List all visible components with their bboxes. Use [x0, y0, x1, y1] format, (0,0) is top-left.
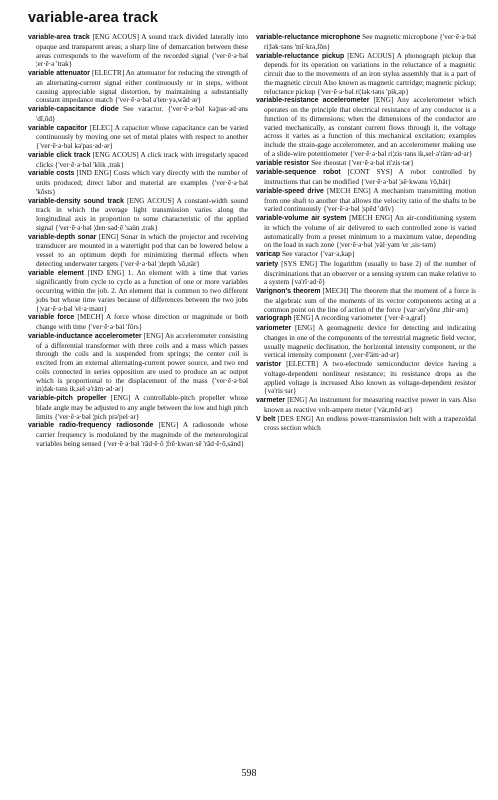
dictionary-entry	[256, 250, 476, 260]
entry-headword: variable-inductance accelerometer	[28, 332, 142, 340]
dictionary-entry	[28, 105, 248, 124]
dictionary-entry	[256, 33, 476, 52]
page-number: 598	[241, 768, 257, 779]
dictionary-entry	[28, 332, 248, 394]
entry-headword: variable-reluctance pickup	[256, 52, 345, 60]
entry-headword: variable resistor	[256, 159, 310, 167]
entry-headword: variable-resistance accelerometer	[256, 97, 370, 105]
entry-definition: [ENG ACOUS] A sound track divided laterally into opaque and transparent areas; a sharp line of demarcation between these areas corresponds to the waveform of the recorded signal {'ver·ē·ə·bəl ¦er·ē·ə 'trak}	[36, 33, 248, 69]
entry-definition: [ENG] An accelerometer consisting of a differential transformer with three coils and a mass which passes through the coils and is suspended from springs; the center coil is excited from an external alternating-current power source, and two end coils connected in series opposition are used to produce an ac output which is proportional to the displacement of the mass {'ver·ē·ə·bəl in¦dək·təns ik,sel·ə'räm·əd·ər}	[36, 331, 248, 394]
entry-definition: [ENG] A controllable-pitch propeller whose blade angle may be adjusted to any angle between the low and high pitch limits {'ver·ē·ə·bəl ¦pich prə'pel·ər}	[36, 394, 248, 421]
dictionary-entry	[256, 360, 476, 396]
dictionary-entry	[28, 233, 248, 269]
entry-definition: [MECH] The theorem that the moment of a force is the algebraic sum of the moments of its vector components acting at a common point on the line of action of the force {var·ən'yōnz ,thir·əm}	[264, 287, 476, 314]
entry-headword: varicap	[256, 251, 281, 258]
entry-headword: variable-volume air system	[256, 215, 347, 222]
entry-headword: variable click track	[28, 151, 91, 159]
entry-headword: variable-reluctance microphone	[256, 34, 361, 41]
entry-definition: See varactor {'var·ə,kap}	[281, 250, 356, 258]
dictionary-entry	[28, 33, 248, 69]
left-column	[28, 33, 248, 755]
entry-headword: variograph	[256, 315, 292, 323]
dictionary-entry	[256, 260, 476, 287]
entry-definition: [MECH] A force whose direction or magnitude or both change with time {'ver·ē·ə·bəl 'fōrs}	[36, 313, 248, 331]
entry-headword: variable-depth sonar	[28, 233, 97, 241]
dictionary-entry	[28, 313, 248, 332]
page-header: variable-area track	[28, 10, 159, 26]
entry-definition: [ENG] Sonar in which the projector and receiving transducer are mounted in a watertight pod that can be lowered below a vessel to an optimum depth for minimizing thermal effects when detecting underwater targets {'ver·ē·ə·bəl ¦depth 'sō,när}	[36, 232, 248, 268]
entry-definition: See rheostat {'ver·ē·ə·bəl ri'zis·tər}	[311, 158, 414, 167]
entry-headword: variable force	[28, 314, 75, 322]
dictionary-entry	[256, 324, 476, 360]
entry-headword: variometer	[256, 325, 292, 332]
dictionary-entry	[256, 52, 476, 97]
entry-headword: variable-area track	[28, 34, 90, 41]
dictionary-entry	[256, 287, 476, 314]
entry-definition: [ENG] A recording variometer {'ver·ē·ə,graf}	[293, 314, 427, 323]
dictionary-entry	[28, 197, 248, 233]
entry-definition: [IND ENG] 1. An element with a time that varies significantly from cycle to cycle as a function of one or more variables occurring within the job. 2. An element that is common to two different jobs but whose time varies because of differences between the two jobs {¦var·ē·ə·bəl 'el·ə·mənt}	[36, 268, 248, 313]
dictionary-entry	[28, 151, 248, 170]
dictionary-entry	[28, 269, 248, 314]
entry-headword: variable element	[28, 269, 84, 277]
dictionary-entry	[28, 69, 248, 105]
entry-headword: variable-density sound track	[28, 197, 124, 205]
entry-definition: [MECH ENG] An air-conditioning system in which the volume of air delivered to each controlled zone is varied automatically from a preset minimum to a maximum value, depending on the load in each zone {¦ver·ē·ə·bəl ¦väl·yəm 'er ,sis·təm}	[264, 214, 476, 250]
dictionary-entry	[28, 124, 248, 151]
entry-definition: [DES ENG] An endless power-transmission belt with a trapezoidal cross section which	[264, 414, 476, 433]
entry-definition: See magnetic microphone {'ver·ē·ə·bəl ri¦lək·təns 'mī·krə,fōn}	[264, 33, 476, 51]
dictionary-entry	[256, 96, 476, 158]
dictionary-columns	[28, 33, 476, 755]
entry-headword: Varignon's theorem	[256, 288, 321, 295]
entry-definition: [ENG] An instrument for measuring reactive power in vars Also known as reactive volt-ampere meter {'vär,mēd·ər}	[264, 396, 476, 414]
entry-headword: variety	[256, 260, 279, 268]
entry-definition: [ENG ACOUS] A click track with irregularly spaced clicks {'ver·ē·ə·bəl 'klik ,trak}	[36, 150, 248, 169]
entry-headword: variable-speed drive	[256, 187, 324, 195]
entry-definition: [SYS ENG] The logarithm (usually to base 2) of the number of discriminations that an observer or a sensing system can make relative to a system {və'rī·əd·ē}	[264, 259, 476, 287]
entry-definition: [ENG] A geomagnetic device for detecting and indicating changes in one of the components of the terrestrial magnetic field vector, usually magnetic declination, the horizontal intensity component, or the vertical intensity component {,ver·ē'äm·əd·ər}	[264, 324, 476, 360]
dictionary-entry	[256, 187, 476, 214]
entry-headword: variable-sequence robot	[256, 169, 341, 177]
dictionary-entry	[256, 214, 476, 250]
entry-definition: [ELEC] A capacitor whose capacitance can be varied continuously by moving one set of metal plates with respect to another {'ver·ē·ə·bəl kə'pas·əd·ər}	[36, 123, 248, 150]
entry-definition: [IND ENG] Costs which vary directly with the number of units produced; direct labor and material are examples {'ver·ē·ə·bəl 'kōsts}	[36, 169, 248, 196]
entry-definition: [ENG] Any accelerometer which operates on the principle that electrical resistance of any conductor is a function of its dimensions; when the dimensions of the conductor are varied mechanically, as constant current flows through it, the voltage across it varies as a function of this mechanical excitation; examples include the strain-gage accelerometer, and an accelerometer making use of a slide-wire potentiometer {'ver·ē·ə·bəl ri¦zis·təns ik,sel·ə'räm·əd·ər}	[264, 96, 476, 158]
entry-definition: [ENG] A radiosonde whose carrier frequency is modulated by the magnitude of the meteorological variables being sensed {'ver·ē·ə·bəl 'rād·ē·ō ¦frē·kwən·sē 'rād·ē·ō,sänd}	[36, 421, 248, 448]
dictionary-entry	[28, 421, 248, 448]
entry-headword: variable attenuator	[28, 70, 90, 77]
entry-headword: V belt	[256, 415, 276, 423]
dictionary-entry	[256, 159, 476, 169]
dictionary-entry	[256, 396, 476, 415]
entry-headword: varmeter	[256, 397, 286, 404]
dictionary-entry	[256, 314, 476, 324]
dictionary-entry	[28, 394, 248, 421]
dictionary-entry	[256, 415, 476, 434]
entry-headword: variable-pitch propeller	[28, 395, 107, 402]
entry-headword: variable capacitor	[28, 124, 88, 132]
entry-definition: [ELECTR] A two-electrode semiconductor device having a voltage-dependent nonlinear resistance; its resistance drops as the applied voltage is increased Also known as voltage-dependent resistor {və'ris·tər}	[264, 360, 476, 396]
entry-definition: See varactor. {'ver·ē·ə·bəl kə¦pas·əd·əns 'dī,ōd}	[36, 105, 248, 123]
right-column	[256, 33, 476, 755]
entry-headword: variable costs	[28, 170, 75, 178]
entry-headword: variable radio-frequency radiosonde	[28, 422, 154, 430]
entry-definition: [ENG ACOUS] A constant-width sound track in which the average light transmission varies along the longitudinal axis in proportion to some characteristic of the applied signal {'ver·ē·ə·bəl ¦den·səd·ē 'saün ,trak}	[36, 196, 248, 232]
entry-definition: [ENG ACOUS] A phonograph pickup that depends for its operation on variations in the reluctance of a magnetic circuit due to the movements of an iron stylus assembly that is a part of the magnetic circuit Also known as magnetic cartridge; magnetic pickup; reluctance pickup {'ver·ē·ə·bəl ri¦lək·təns 'pik,əp}	[264, 51, 476, 96]
entry-definition: [MECH ENG] A mechanism transmitting motion from one shaft to another that allows the velocity ratio of the shafts to be varied continuously {'ver·ē·ə·bəl ¦spēd 'drīv}	[264, 186, 476, 214]
entry-headword: variable-capacitance diode	[28, 106, 119, 113]
entry-definition: [CONT SYS] A robot controlled by instructions that can be modified {'ver·ē·ə·bəl ¦sē·kwəns 'rō,bät}	[264, 168, 476, 186]
dictionary-entry	[256, 168, 476, 187]
entry-headword: varistor	[256, 361, 282, 368]
entry-definition: [ELECTR] An attenuator for reducing the strength of an alternating-current signal either continuously or in steps, without causing appreciable signal distortion, by maintaining a substantially constant impedance match {'ver·ē·ə·bəl ə'ten·yə,wād·ər}	[36, 69, 248, 105]
dictionary-entry	[28, 169, 248, 196]
